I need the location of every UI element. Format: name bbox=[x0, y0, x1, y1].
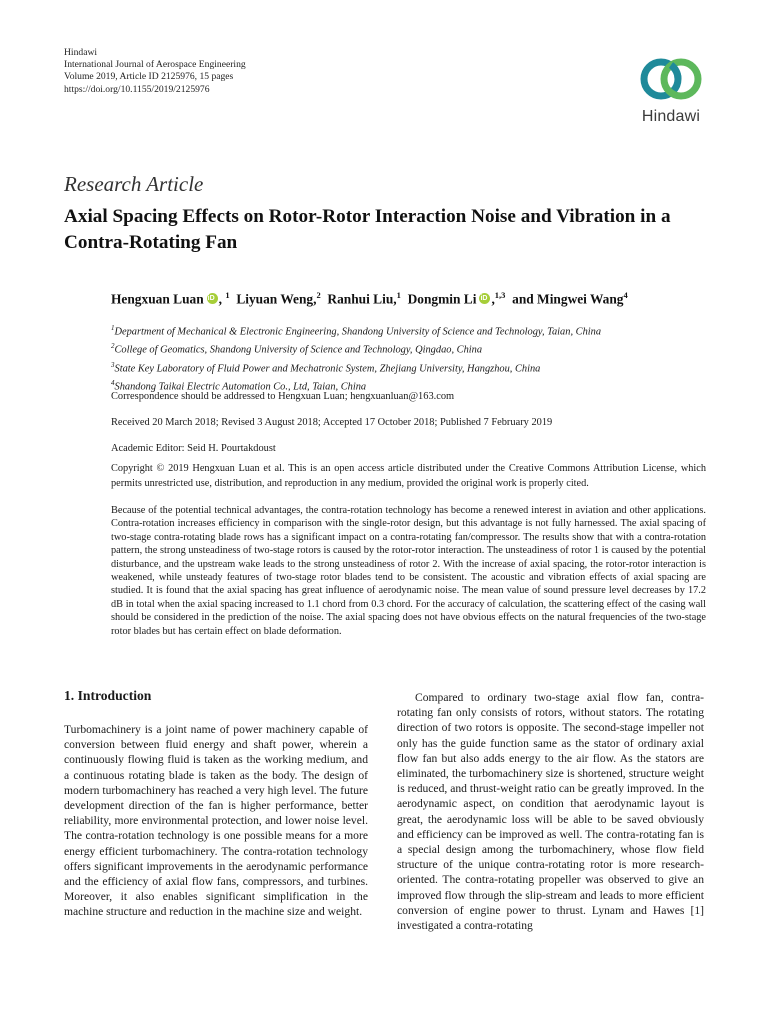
dates-line: Received 20 March 2018; Revised 3 August 2018; Accepted 17 October 2018; Published 7 February 2019 bbox=[111, 417, 553, 428]
publisher-name: Hindawi bbox=[64, 47, 98, 58]
author-name: Dongmin Li bbox=[407, 291, 477, 307]
affiliation-item: $^1$Department of Mechanical & Electronic Engineering, Shandong University of Science and Technology, Taian, China bbox=[111, 324, 602, 338]
affiliation-item: $^2$College of Geomatics, Shandong University of Science and Technology, Qingdao, China bbox=[111, 342, 483, 356]
author-name: Liyuan Weng, bbox=[236, 291, 317, 307]
journal-header bbox=[64, 47, 246, 96]
journal-name: International Journal of Aerospace Engineering bbox=[64, 59, 246, 71]
logo-text: Hindawi bbox=[641, 108, 701, 125]
article-type: Research Article bbox=[64, 172, 204, 196]
author-affil-ref: 4 bbox=[623, 290, 628, 300]
section-heading: 1. Introduction bbox=[64, 688, 152, 703]
author-name: Ranhui Liu, bbox=[327, 291, 397, 307]
copyright-notice: Copyright © 2019 Hengxuan Luan et al. This is an open access article distributed under the Creative Commons Attribution License, which permits unrestricted use, distribution, and reproduction in any medium, provided the original work is properly cited. bbox=[111, 463, 706, 489]
author-affil-ref: 2 bbox=[316, 290, 321, 300]
author-list: Hengxuan LuaniD , $^1$ Liyuan Weng,$^2$ Ranhui Liu,$^1$ Dongmin LiiD ,$^{1,3}$ and Mingwei Wang$^4$ bbox=[111, 290, 628, 307]
hindawi-rings-icon bbox=[633, 55, 709, 107]
author-affil-ref: 1,3 bbox=[494, 290, 506, 300]
author-affil-ref: 1 bbox=[225, 290, 230, 300]
hindawi-logo bbox=[633, 55, 709, 133]
academic-editor: Academic Editor: Seid H. Pourtakdoust bbox=[111, 443, 276, 454]
affiliations bbox=[111, 321, 601, 395]
abstract-text: Because of the potential technical advantages, the contra-rotation technology has become a renewed interest in aviation and other applications. Contra-rotation increases efficiency in comparison with the single-rotor design, but this advantage is not fully harnessed. The axial spacing of two-stage contra-rotating blade rows has a significant impact on a contra-rotating fan/compressor. The results show that with a contra-rotation pattern, the strong unsteadiness of two-stage rotors is caused by the rotor-rotor interaction. The unsteadiness of rotor 1 is caused by the potential disturbance, and the upstream wake leads to the strong unsteadiness of rotor 2. With the increase of axial spacing, the rotor-rotor interaction is weakened, while unsteady features of two-stage rotor blades tend to be consistent. The acoustic and vibration effects of axial spacing are studied. It is found that the axial spacing has great influence of aerodynamic noise. The mean value of sound pressure level decreases by 17.2 dB in total when the axial spacing increased to 1.1 chord from 0.3 chord. For the accuracy of calculation, the scattering effect of the casing wall should be considered in the prediction of the noise. The axial spacing does not have obvious effects on the natural frequencies of the two-stage rotor blades but has certain effect on blade deformation. bbox=[111, 505, 706, 637]
author-name: Hengxuan Luan bbox=[111, 291, 204, 307]
article-title: Axial Spacing Effects on Rotor-Rotor Interaction Noise and Vibration in a Contra-Rotating Fan bbox=[64, 206, 671, 253]
author-affil-ref: 1 bbox=[396, 290, 401, 300]
volume-line: Volume 2019, Article ID 2125976, 15 pages bbox=[64, 71, 234, 83]
affiliation-item: $^3$State Key Laboratory of Fluid Power and Mechatronic System, Zhejiang University, Hangzhou, China bbox=[111, 360, 541, 375]
intro-left-column: Turbomachinery is a joint name of power machinery capable of conversion between fluid energy and shaft power, wherein a continuously flowing fluid is taken as the working medium, and a continuous rotating blade is taken as the body. The design of modern turbomachinery has reached a very high level. The future development direction of the fan is higher performance, better reliability, more environmental protection, and lower noise level. The contra-rotation technology is one possible means for a more energy efficient turbomachinery. The contra-rotation technology offers significant improvements in the aerodynamic performance and the efficiency of axial flow fans, compressors, and turbines. Moreover, it also enables significant simplification in the machine structure and reduction in the machine size and weight. bbox=[64, 723, 368, 919]
correspondence: Correspondence should be addressed to Hengxuan Luan; hengxuanluan@163.com bbox=[111, 391, 455, 402]
orcid-icon[interactable] bbox=[207, 293, 218, 304]
intro-right-column: Compared to ordinary two-stage axial flow fan, contra-rotating fan only consists of rotors, without stators. The rotating direction of two rotors is opposite. The second-stage impeller not only has the guide function same as the stator of ordinary axial flow fan but also adds energy to the air flow. As the stators are eliminated, the turbomachinery size is shortened, structure weight is reduced, and thrust-weight ratio can be greatly improved. In the aerodynamic aspect, on condition that aerodynamic layout is great, the aerodynamic loss will be able to be saved obviously and efficiency can be improved as well. The contra-rotating fan is a special design among the turbomachinery, whose flow field structure of the unique contra-rotating rotor is more research-oriented. The contra-rotating propeller was observed to give an improved flow through the slip-stream and leads to more efficient conversion of engine power to thrust. Lynam and Hawes [1] investigated a contra-rotating bbox=[397, 691, 704, 933]
orcid-icon[interactable] bbox=[479, 293, 490, 304]
doi-link[interactable]: https://doi.org/10.1155/2019/2125976 bbox=[64, 83, 210, 95]
affiliation-item: $^4$Shandong Taikai Electric Automation Co., Ltd, Taian, China bbox=[111, 379, 367, 393]
author-name: and Mingwei Wang bbox=[512, 291, 624, 307]
